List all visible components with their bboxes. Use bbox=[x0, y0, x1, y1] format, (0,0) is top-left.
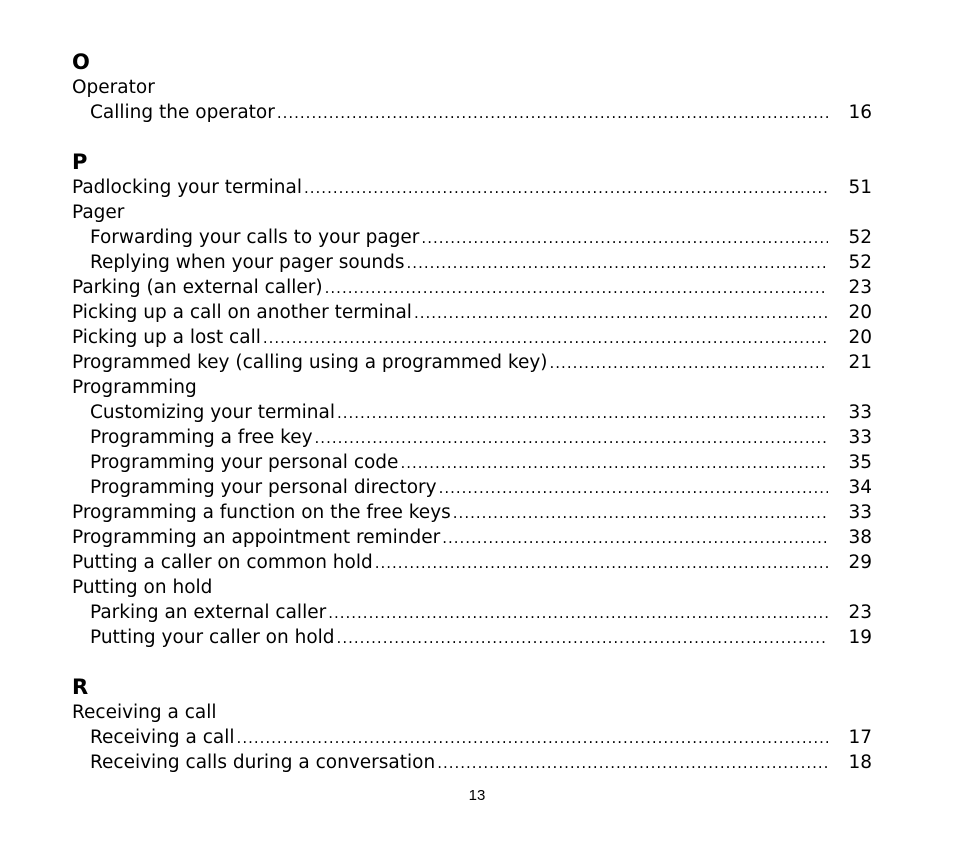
entry-label: Putting a caller on common hold bbox=[72, 552, 373, 573]
entry-label: Pager bbox=[72, 202, 125, 223]
entry-label: Customizing your terminal bbox=[90, 402, 335, 423]
entry-label: Putting your caller on hold bbox=[90, 627, 335, 648]
index-section bbox=[72, 150, 872, 650]
dot-leader bbox=[548, 351, 828, 376]
index-subentry bbox=[72, 425, 872, 450]
dot-leader bbox=[440, 526, 828, 551]
index-entry bbox=[72, 275, 872, 300]
index-subentry bbox=[72, 250, 872, 275]
entry-page-number: 18 bbox=[848, 752, 872, 773]
dot-leader bbox=[335, 626, 828, 651]
entry-label: Putting on hold bbox=[72, 577, 213, 598]
dot-leader bbox=[275, 101, 828, 126]
index-subentry bbox=[72, 400, 872, 425]
entry-label: Receiving calls during a conversation bbox=[90, 752, 436, 773]
entry-page-number: 52 bbox=[848, 227, 872, 248]
entry-label: Forwarding your calls to your pager bbox=[90, 227, 420, 248]
dot-leader bbox=[405, 251, 828, 276]
entry-page-number: 51 bbox=[848, 177, 872, 198]
entry-page-number: 29 bbox=[848, 552, 872, 573]
entry-label: Programming a function on the free keys bbox=[72, 502, 451, 523]
entry-page-number: 35 bbox=[848, 452, 872, 473]
entry-page-number: 19 bbox=[848, 627, 872, 648]
index-entry bbox=[72, 75, 872, 100]
index-subentry bbox=[72, 600, 872, 625]
dot-leader bbox=[412, 301, 828, 326]
index-subentry bbox=[72, 625, 872, 650]
entry-label: Parking an external caller bbox=[90, 602, 327, 623]
entry-page-number: 33 bbox=[848, 427, 872, 448]
index-section bbox=[72, 50, 872, 125]
entry-page-number: 16 bbox=[848, 102, 872, 123]
dot-leader bbox=[373, 551, 828, 576]
index-entry bbox=[72, 350, 872, 375]
index-list bbox=[72, 50, 872, 775]
dot-leader bbox=[261, 326, 828, 351]
index-entry bbox=[72, 300, 872, 325]
dot-leader bbox=[302, 176, 828, 201]
index-subentry bbox=[72, 225, 872, 250]
entry-page-number: 52 bbox=[848, 252, 872, 273]
entry-label: Programming your personal code bbox=[90, 452, 399, 473]
entry-page-number: 17 bbox=[848, 727, 872, 748]
entry-page-number: 23 bbox=[848, 277, 872, 298]
dot-leader bbox=[451, 501, 828, 526]
index-entry bbox=[72, 575, 872, 600]
dot-leader bbox=[235, 726, 828, 751]
dot-leader bbox=[398, 451, 828, 476]
section-letter: O bbox=[72, 50, 90, 74]
index-subentry bbox=[72, 725, 872, 750]
dot-leader bbox=[419, 226, 828, 251]
index-entry bbox=[72, 200, 872, 225]
entry-label: Receiving a call bbox=[90, 727, 235, 748]
dot-leader bbox=[323, 276, 828, 301]
entry-label: Calling the operator bbox=[90, 102, 275, 123]
index-subentry bbox=[72, 750, 872, 775]
entry-label: Replying when your pager sounds bbox=[90, 252, 405, 273]
entry-label: Operator bbox=[72, 77, 155, 98]
index-entry bbox=[72, 325, 872, 350]
index-entry bbox=[72, 525, 872, 550]
page-number: 13 bbox=[468, 787, 486, 804]
entry-label: Padlocking your terminal bbox=[72, 177, 302, 198]
entry-label: Programming bbox=[72, 377, 197, 398]
entry-page-number: 34 bbox=[848, 477, 872, 498]
entry-label: Programming your personal directory bbox=[90, 477, 437, 498]
index-entry bbox=[72, 700, 872, 725]
entry-page-number: 38 bbox=[848, 527, 872, 548]
entry-label: Programmed key (calling using a programmed key) bbox=[72, 352, 548, 373]
entry-label: Parking (an external caller) bbox=[72, 277, 323, 298]
entry-page-number: 21 bbox=[848, 352, 872, 373]
entry-page-number: 23 bbox=[848, 602, 872, 623]
dot-leader bbox=[435, 751, 828, 776]
entry-label: Programming a free key bbox=[90, 427, 313, 448]
entry-page-number: 20 bbox=[848, 302, 872, 323]
dot-leader bbox=[335, 401, 828, 426]
section-letter: R bbox=[72, 675, 89, 699]
entry-label: Programming an appointment reminder bbox=[72, 527, 441, 548]
index-subentry bbox=[72, 100, 872, 125]
dot-leader bbox=[437, 476, 828, 501]
entry-label: Picking up a lost call bbox=[72, 327, 261, 348]
index-entry bbox=[72, 375, 872, 400]
index-section bbox=[72, 675, 872, 775]
dot-leader bbox=[326, 601, 828, 626]
index-entry bbox=[72, 175, 872, 200]
section-letter: P bbox=[72, 150, 88, 174]
index-subentry bbox=[72, 475, 872, 500]
dot-leader bbox=[313, 426, 828, 451]
entry-page-number: 33 bbox=[848, 502, 872, 523]
index-subentry bbox=[72, 450, 872, 475]
entry-label: Picking up a call on another terminal bbox=[72, 302, 412, 323]
entry-label: Receiving a call bbox=[72, 702, 217, 723]
entry-page-number: 20 bbox=[848, 327, 872, 348]
entry-page-number: 33 bbox=[848, 402, 872, 423]
index-entry bbox=[72, 550, 872, 575]
index-entry bbox=[72, 500, 872, 525]
